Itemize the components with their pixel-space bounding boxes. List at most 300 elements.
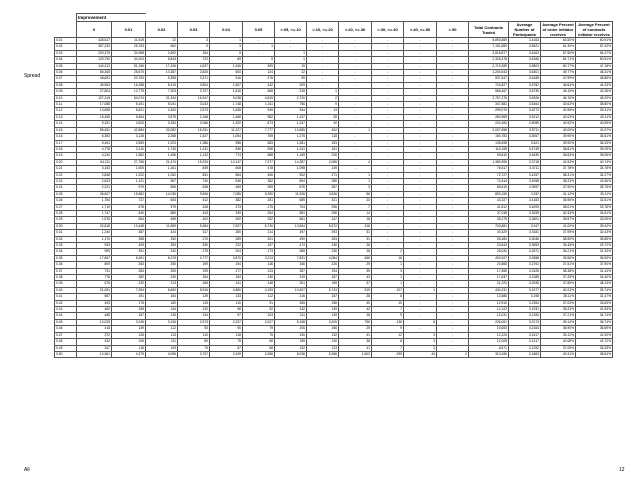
data-cell: -: [372, 140, 404, 146]
data-cell: 1,784: [77, 198, 112, 204]
data-cell: -: [437, 287, 469, 293]
data-cell: 796: [339, 319, 372, 325]
data-cell: 1,719: [77, 204, 112, 210]
data-cell: -: [437, 134, 469, 140]
data-cell: -: [307, 38, 339, 44]
data-cell: 313,496: [469, 351, 509, 357]
data-cell: 724,827: [469, 82, 509, 88]
data-cell: 44: [404, 351, 437, 357]
table-row: [55, 332, 613, 338]
data-cell: -: [437, 198, 469, 204]
data-cell: 1: [307, 89, 339, 95]
data-cell: 1: [372, 262, 404, 268]
data-cell: 853,159: [469, 191, 509, 197]
data-cell: 3.5782: [509, 82, 541, 88]
data-cell: 10,025: [77, 319, 112, 325]
data-cell: 8,036: [275, 351, 307, 357]
data-cell: 20,868: [469, 262, 509, 268]
data-cell: 3.4183: [509, 198, 541, 204]
data-cell: 3: [404, 332, 437, 338]
data-cell: 7,191,850: [469, 44, 509, 50]
data-cell: -: [437, 243, 469, 249]
data-cell: 3.2658: [509, 255, 541, 261]
data-cell: 30,329: [469, 230, 509, 236]
data-cell: -: [372, 243, 404, 249]
column-header: 0.03: [178, 22, 210, 38]
data-cell: 43.63%: [541, 102, 576, 108]
data-cell: 184: [178, 275, 210, 281]
data-cell: 4,860: [210, 287, 243, 293]
data-cell: 7,085: [210, 191, 243, 197]
data-cell: 2,007,698: [469, 127, 509, 133]
data-cell: 3.4058: [509, 178, 541, 184]
data-cell: 154: [210, 275, 243, 281]
data-cell: -: [437, 50, 469, 56]
table-row: [55, 172, 613, 178]
row-label-cell: 0.30: [55, 223, 77, 229]
data-cell: 41.07%: [576, 127, 613, 133]
data-cell: 2,848: [77, 172, 112, 178]
data-cell: 409: [112, 243, 146, 249]
data-cell: 5,266: [307, 351, 339, 357]
data-cell: -: [437, 95, 469, 101]
data-cell: -: [437, 38, 469, 44]
data-cell: 299,070: [469, 108, 509, 114]
row-label-cell: 0.09: [55, 89, 77, 95]
data-cell: -: [437, 127, 469, 133]
data-cell: 3.198: [509, 294, 541, 300]
data-cell: 385: [275, 249, 307, 255]
column-header: >.05, <=.10: [275, 22, 307, 38]
row-label-cell: 0.16: [55, 134, 77, 140]
data-cell: 319: [275, 275, 307, 281]
data-cell: 3.2945: [509, 281, 541, 287]
data-cell: 204: [210, 249, 243, 255]
data-cell: 3: [210, 44, 243, 50]
data-cell: 4,084: [307, 255, 339, 261]
data-cell: 16,288: [112, 82, 146, 88]
column-header: Average Percent of order initiator receives: [542, 22, 574, 37]
data-cell: 1: [275, 50, 307, 56]
data-cell: -: [372, 38, 404, 44]
data-cell: -: [404, 134, 437, 140]
data-cell: 315: [275, 89, 307, 95]
row-label-cell: 0.33: [55, 243, 77, 249]
data-cell: 139: [112, 326, 146, 332]
data-cell: 5,041: [146, 102, 178, 108]
data-cell: -: [437, 262, 469, 268]
data-cell: 12,031: [469, 313, 509, 319]
data-cell: 10: [372, 300, 404, 306]
table-row: [55, 255, 613, 261]
data-cell: 34.29%: [576, 345, 613, 351]
data-cell: -: [307, 63, 339, 69]
data-cell: 317: [178, 230, 210, 236]
data-cell: 1,222: [112, 172, 146, 178]
data-cell: 69: [210, 57, 243, 63]
data-cell: 958: [210, 140, 243, 146]
data-cell: -: [243, 38, 275, 44]
data-cell: 34.40%: [576, 275, 613, 281]
data-cell: 146: [243, 262, 275, 268]
data-cell: -: [372, 76, 404, 82]
data-cell: 2,027: [243, 319, 275, 325]
data-cell: 3.1931: [509, 307, 541, 313]
data-cell: 442: [243, 82, 275, 88]
data-cell: 34.51%: [576, 210, 613, 216]
data-cell: 5,464: [112, 114, 146, 120]
data-cell: -: [437, 223, 469, 229]
data-cell: 195: [275, 339, 307, 345]
data-cell: -: [372, 191, 404, 197]
data-cell: 107: [372, 287, 404, 293]
data-cell: 1,011: [243, 102, 275, 108]
data-cell: 1,638: [210, 108, 243, 114]
data-cell: 240: [146, 275, 178, 281]
data-cell: 4,778: [77, 146, 112, 152]
data-cell: 359: [243, 185, 275, 191]
data-cell: 12,779: [112, 89, 146, 95]
table-row: [55, 281, 613, 287]
data-cell: 2,268: [146, 134, 178, 140]
data-cell: 255: [146, 262, 178, 268]
data-cell: 2,066: [178, 121, 210, 127]
row-label-cell: 0.29: [55, 217, 77, 223]
data-cell: -: [372, 236, 404, 242]
data-cell: 13,586: [469, 294, 509, 300]
table-row: [55, 166, 613, 172]
data-cell: 157: [307, 294, 339, 300]
data-cell: -: [372, 178, 404, 184]
data-cell: -: [437, 44, 469, 50]
data-cell: -: [372, 82, 404, 88]
data-cell: 79: [178, 345, 210, 351]
data-cell: 47.18%: [576, 63, 613, 69]
data-cell: 26: [339, 243, 372, 249]
column-header: 0: [77, 22, 112, 38]
table-row: [55, 127, 613, 133]
column-header: >.20, <=.30: [339, 22, 372, 38]
data-cell: 126: [307, 339, 339, 345]
data-cell: 342: [146, 249, 178, 255]
data-cell: 3.2164: [509, 326, 541, 332]
table-row: [55, 319, 613, 325]
data-cell: 226: [307, 153, 339, 159]
data-cell: 919: [339, 287, 372, 293]
data-cell: 213: [146, 281, 178, 287]
table-row: [55, 307, 613, 313]
data-cell: 222: [210, 243, 243, 249]
data-cell: 1,132: [178, 153, 210, 159]
row-label-cell: 0.14: [55, 121, 77, 127]
data-cell: 2,692: [146, 50, 178, 56]
data-cell: 206: [275, 326, 307, 332]
data-cell: -: [404, 166, 437, 172]
data-cell: -: [404, 102, 437, 108]
data-cell: 1,923: [146, 140, 178, 146]
data-cell: 38.38%: [541, 268, 576, 274]
data-cell: 382: [210, 198, 243, 204]
data-cell: 47.99%: [541, 76, 576, 82]
data-cell: 199: [178, 268, 210, 274]
data-cell: 7,354: [112, 287, 146, 293]
data-cell: 187: [307, 275, 339, 281]
data-cell: -: [404, 236, 437, 242]
data-cell: 662: [146, 44, 178, 50]
data-cell: 40.74%: [576, 159, 613, 165]
data-cell: 27,756: [112, 159, 146, 165]
data-cell: 428: [178, 204, 210, 210]
data-cell: 43,227: [469, 198, 509, 204]
data-cell: 1,054: [210, 134, 243, 140]
row-label-cell: 0.48: [55, 339, 77, 345]
data-cell: 873: [243, 121, 275, 127]
page-number: 12: [619, 467, 625, 473]
data-cell: 979: [112, 185, 146, 191]
data-cell: 89: [178, 339, 210, 345]
row-label-cell: 0.27: [55, 204, 77, 210]
data-cell: 1,240: [77, 230, 112, 236]
data-cell: 6,219: [146, 255, 178, 261]
data-cell: 2,085: [307, 159, 339, 165]
data-cell: -: [339, 82, 372, 88]
table-row: [55, 210, 613, 216]
table-row: [55, 198, 613, 204]
header-corner: [55, 22, 77, 38]
data-cell: 34.27%: [576, 172, 613, 178]
data-cell: 194: [210, 262, 243, 268]
data-cell: 493: [77, 300, 112, 306]
data-cell: 7: [339, 204, 372, 210]
data-cell: 3.5273: [509, 108, 541, 114]
data-cell: 54,074: [112, 95, 146, 101]
data-cell: 3.2426: [509, 268, 541, 274]
data-cell: -: [339, 44, 372, 50]
data-cell: 2,326,478: [469, 57, 509, 63]
data-cell: 776: [77, 275, 112, 281]
data-cell: 731: [77, 268, 112, 274]
data-cell: 1,345: [210, 63, 243, 69]
data-cell: 3,213: [243, 255, 275, 261]
data-cell: 406: [243, 172, 275, 178]
data-cell: -: [372, 204, 404, 210]
data-cell: 3.5057: [509, 134, 541, 140]
data-cell: 129,790: [77, 57, 112, 63]
data-cell: 4,777: [178, 255, 210, 261]
data-cell: 41.00%: [541, 223, 576, 229]
data-cell: 29: [339, 262, 372, 268]
data-cell: 56,819: [469, 185, 509, 191]
data-cell: 295: [372, 351, 404, 357]
data-cell: -: [307, 44, 339, 50]
data-cell: 39.56%: [541, 255, 576, 261]
data-cell: 428,517: [77, 38, 112, 44]
data-cell: 56: [339, 191, 372, 197]
data-cell: 177: [210, 268, 243, 274]
data-cell: 133: [210, 294, 243, 300]
data-cell: 16: [372, 255, 404, 261]
data-cell: 31.44%: [576, 268, 613, 274]
data-cell: 136: [243, 275, 275, 281]
data-cell: 1,137: [275, 114, 307, 120]
data-cell: -: [437, 281, 469, 287]
table-row: [55, 204, 613, 210]
data-cell: 3.3181: [509, 230, 541, 236]
data-cell: 1,161: [146, 166, 178, 172]
data-cell: 33.76%: [576, 204, 613, 210]
data-cell: -: [372, 210, 404, 216]
table-row: [55, 146, 613, 152]
data-cell: -: [404, 95, 437, 101]
table-row: [55, 108, 613, 114]
data-cell: -: [404, 114, 437, 120]
column-header: Average Number of Participants: [509, 22, 541, 38]
data-cell: 372: [77, 332, 112, 338]
data-cell: 76,517: [469, 166, 509, 172]
row-label-cell: 0.28: [55, 210, 77, 216]
data-cell: 638: [178, 185, 210, 191]
data-cell: 4,815: [243, 95, 275, 101]
data-cell: 144: [146, 307, 178, 313]
data-cell: -: [339, 95, 372, 101]
improvement-row: [55, 14, 613, 22]
data-cell: 11,227: [210, 127, 243, 133]
data-cell: 398: [112, 236, 146, 242]
data-cell: 31.47%: [576, 294, 613, 300]
data-cell: -: [437, 146, 469, 152]
row-label-cell: 0.13: [55, 114, 77, 120]
data-cell: 6,730: [243, 223, 275, 229]
data-cell: 11,926: [275, 191, 307, 197]
data-cell: 6,650: [146, 287, 178, 293]
data-cell: 115: [178, 300, 210, 306]
data-cell: 756: [275, 102, 307, 108]
table-row: [55, 287, 613, 293]
data-cell: 28: [339, 249, 372, 255]
data-cell: 588: [243, 153, 275, 159]
data-cell: 581: [275, 210, 307, 216]
data-cell: 23,843: [469, 243, 509, 249]
data-cell: -: [437, 76, 469, 82]
data-cell: 127,319: [77, 95, 112, 101]
data-cell: -: [437, 345, 469, 351]
data-cell: 31.33%: [576, 249, 613, 255]
data-cell: 42.55%: [541, 108, 576, 114]
data-cell: 37.90%: [576, 262, 613, 268]
data-cell: -: [339, 146, 372, 152]
data-cell: 216: [275, 294, 307, 300]
data-cell: 37.25%: [541, 275, 576, 281]
data-cell: 14,036: [146, 191, 178, 197]
data-cell: 67: [210, 345, 243, 351]
row-label-cell: 0.06: [55, 70, 77, 76]
data-cell: -: [404, 210, 437, 216]
data-cell: -: [372, 217, 404, 223]
data-cell: 1: [210, 38, 243, 44]
data-cell: 3.6185: [509, 76, 541, 82]
data-cell: 3.4093: [509, 204, 541, 210]
row-label-cell: 0.19: [55, 153, 77, 159]
data-cell: 36.96%: [541, 198, 576, 204]
data-cell: -: [437, 204, 469, 210]
data-cell: -: [404, 230, 437, 236]
data-cell: -: [339, 76, 372, 82]
data-cell: 301: [275, 281, 307, 287]
data-cell: 3.5464: [509, 102, 541, 108]
data-cell: 199: [178, 262, 210, 268]
data-cell: 34,204: [112, 57, 146, 63]
data-cell: 3,033: [178, 102, 210, 108]
data-cell: -: [437, 268, 469, 274]
data-cell: 4: [339, 159, 372, 165]
data-cell: 3.1292: [509, 345, 541, 351]
data-cell: -: [404, 217, 437, 223]
data-cell: 1,576: [77, 217, 112, 223]
data-cell: 75: [243, 332, 275, 338]
data-cell: 45.86%: [576, 76, 613, 82]
data-cell: 113: [146, 332, 178, 338]
data-cell: 35.75%: [576, 185, 613, 191]
data-cell: 34,958: [112, 50, 146, 56]
data-cell: 111: [146, 339, 178, 345]
column-header: >.10, <=.20: [307, 22, 339, 38]
data-cell: 373: [210, 204, 243, 210]
data-cell: 35.74%: [576, 287, 613, 293]
data-cell: -: [372, 50, 404, 56]
data-cell: 126: [146, 313, 178, 319]
data-cell: 3,804: [178, 82, 210, 88]
data-cell: 3,184: [146, 121, 178, 127]
data-cell: 31: [339, 230, 372, 236]
data-cell: 50.91%: [576, 57, 613, 63]
data-cell: -: [372, 153, 404, 159]
data-cell: 4,056: [146, 351, 178, 357]
data-cell: -: [372, 70, 404, 76]
data-cell: 64,211: [77, 159, 112, 165]
data-cell: 7,203: [146, 89, 178, 95]
data-cell: 391: [112, 249, 146, 255]
data-cell: 38.83%: [541, 153, 576, 159]
data-cell: 3: [404, 339, 437, 345]
data-cell: 2,321: [77, 185, 112, 191]
data-cell: 561: [275, 217, 307, 223]
data-cell: 35.06%: [576, 153, 613, 159]
all-label: All: [24, 467, 30, 473]
row-label-cell: 0.22: [55, 172, 77, 178]
data-cell: 3.2477: [509, 287, 541, 293]
row-label-cell: 0.04: [55, 57, 77, 63]
row-label-cell: 0.21: [55, 166, 77, 172]
data-cell: 12,005: [469, 339, 509, 345]
improvement-title: Improvement: [77, 14, 146, 22]
data-cell: -: [437, 89, 469, 95]
data-cell: 309: [243, 63, 275, 69]
data-cell: 5,843: [146, 57, 178, 63]
data-cell: 38.64%: [576, 351, 613, 357]
data-cell: 249: [307, 166, 339, 172]
table-row: [55, 300, 613, 306]
data-cell: 38.23%: [541, 178, 576, 184]
data-cell: -: [437, 332, 469, 338]
table-row: [55, 185, 613, 191]
table-row: [55, 268, 613, 274]
data-cell: 12,224: [469, 332, 509, 338]
data-cell: 36.21%: [541, 249, 576, 255]
data-cell: 5,461: [77, 140, 112, 146]
data-cell: 191: [112, 294, 146, 300]
data-cell: -: [437, 210, 469, 216]
data-cell: 280: [210, 230, 243, 236]
